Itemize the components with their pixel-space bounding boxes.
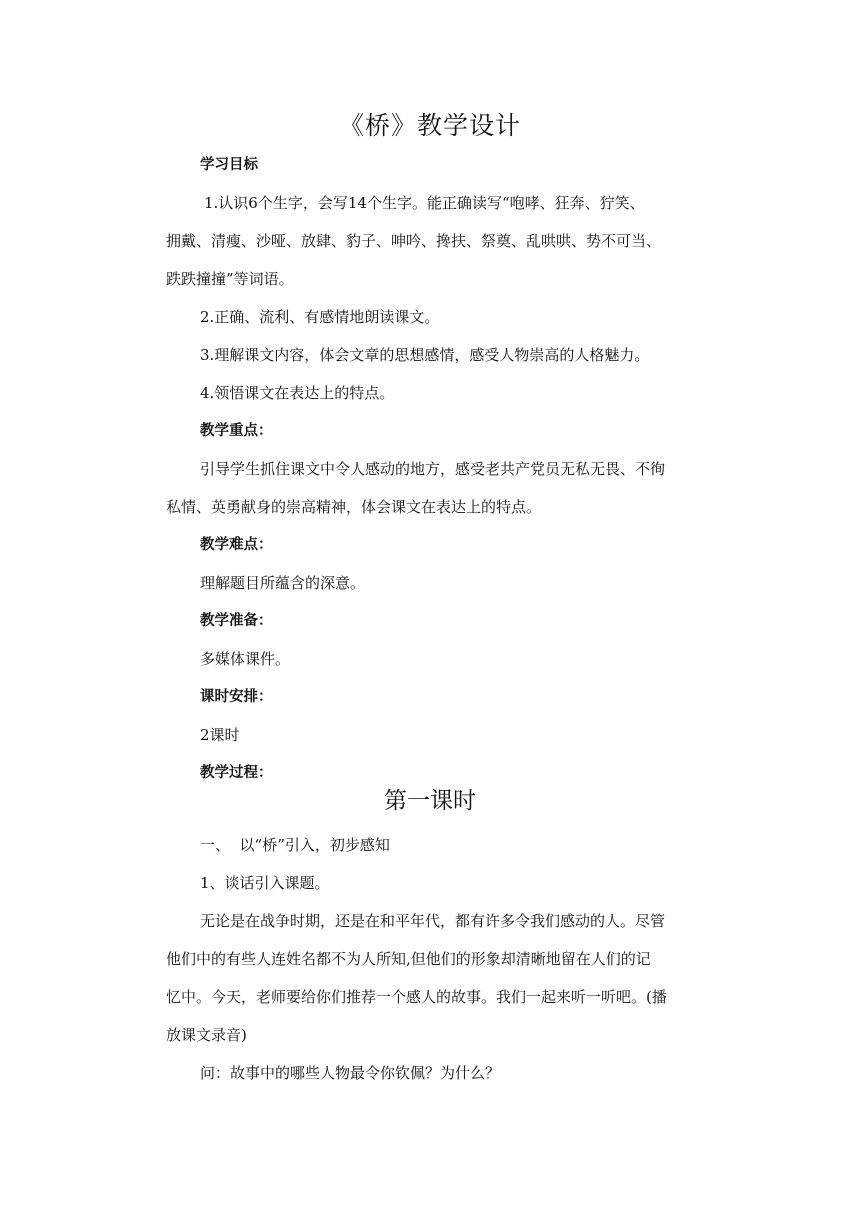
question-text: 问：故事中的哪些人物最令你钦佩？为什么？: [200, 1064, 501, 1082]
preparation-text: 多媒体课件。: [200, 650, 291, 668]
step-1-heading: 一、 以“桥”引入，初步感知: [200, 836, 390, 854]
step-1-subheading: 1、谈话引入课题。: [200, 874, 330, 892]
difficulty-heading: 教学难点：: [200, 537, 273, 553]
objective-2: 2.正确、流利、有感情地朗读课文。: [200, 308, 440, 326]
intro-line-3: 忆中。今天，老师要给你们推荐一个感人的故事。我们一起来听一听吧。(播: [166, 988, 667, 1006]
objective-1-line-1: 1.认识6个生字，会写14个生字。能正确读写“咆哮、狂奔、狞笑、: [204, 194, 645, 212]
lesson-title: 第一课时: [384, 788, 476, 814]
key-points-heading: 教学重点：: [200, 423, 273, 439]
key-points-line-2: 私情、英勇献身的崇高精神，体会课文在表达上的特点。: [166, 498, 542, 516]
schedule-heading: 课时安排：: [200, 689, 273, 705]
objectives-heading: 学习目标: [200, 157, 258, 173]
intro-line-4: 放课文录音): [166, 1026, 247, 1044]
objective-4: 4.领悟课文在表达上的特点。: [200, 384, 395, 402]
objective-1-line-2: 拥戴、清瘦、沙哑、放肆、豹子、呻吟、搀扶、祭奠、乱哄哄、势不可当、: [166, 232, 662, 250]
objective-1-line-3: 跌跌撞撞”等词语。: [166, 270, 294, 288]
intro-line-1: 无论是在战争时期，还是在和平年代，都有许多令我们感动的人。尽管: [200, 912, 666, 930]
document-title: 《桥》教学设计: [338, 111, 521, 140]
intro-line-2: 他们中的有些人连姓名都不为人所知,但他们的形象却清晰地留在人们的记: [166, 950, 651, 968]
key-points-line-1: 引导学生抓住课文中令人感动的地方，感受老共产党员无私无畏、不徇: [200, 460, 666, 478]
objective-3: 3.理解课文内容，体会文章的思想感情，感受人物崇高的人格魅力。: [200, 346, 650, 364]
schedule-text: 2课时: [200, 726, 240, 744]
preparation-heading: 教学准备：: [200, 613, 273, 629]
process-heading: 教学过程：: [200, 765, 273, 781]
difficulty-text: 理解题目所蕴含的深意。: [200, 574, 366, 592]
